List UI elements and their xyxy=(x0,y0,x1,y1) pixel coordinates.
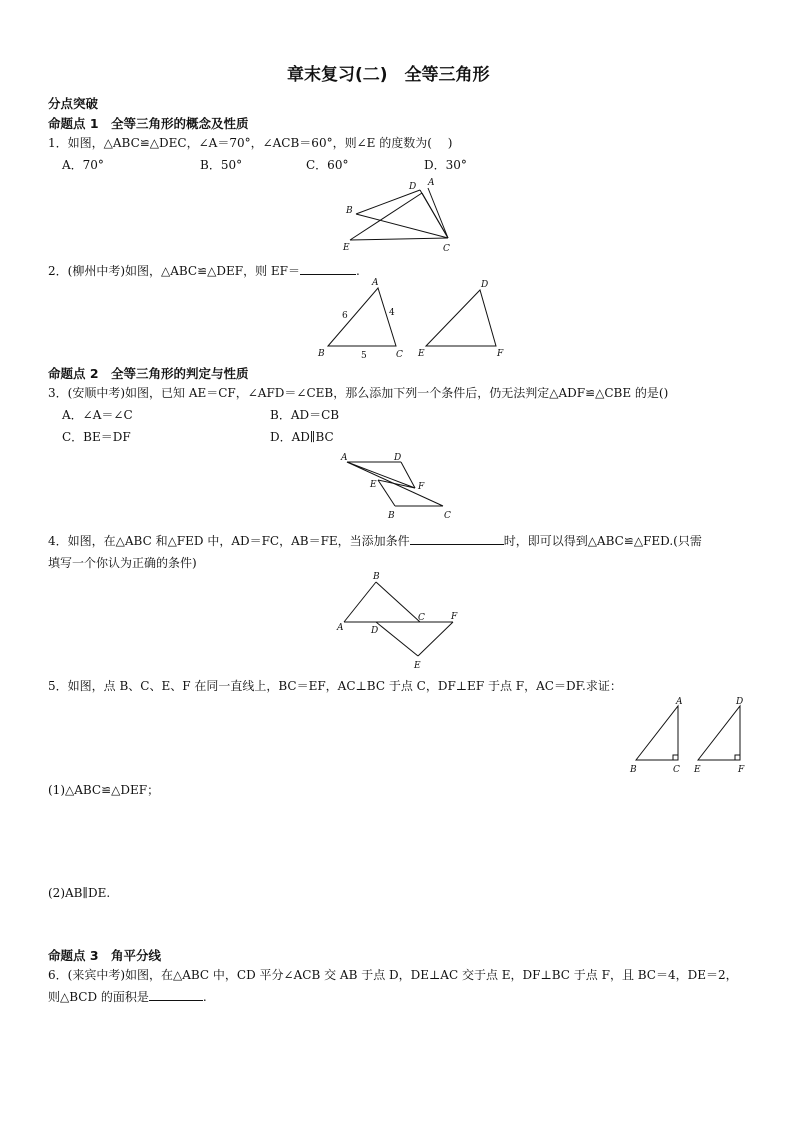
section-heading: 分点突破 xyxy=(48,96,99,111)
q1-label-d: D xyxy=(409,182,417,192)
q3-option-b: B．AD＝CB xyxy=(270,408,340,422)
q6-stem-line1: 6．(来宾中考)如图，在△ABC 中，CD 平分∠ACB 交 AB 于点 D，DE⊥AC 交于点 E，DF⊥BC 于点 F，且 BC＝4，DE＝2， xyxy=(48,968,738,982)
topic2-heading: 命题点 2 全等三角形的判定与性质 xyxy=(48,366,249,381)
q4-label-d: D xyxy=(371,626,379,636)
q2-label-d: D xyxy=(481,280,489,290)
q5-label-b: B xyxy=(630,765,637,775)
q5-label-a: A xyxy=(676,697,683,707)
q3-option-a: A．∠A＝∠C xyxy=(62,408,133,422)
q4-label-b: B xyxy=(373,572,380,582)
q2-label-e: E xyxy=(418,349,425,359)
q5-part2: (2)AB∥DE. xyxy=(48,886,111,900)
q4-stem-b: 时，即可以得到△ABC≌△FED.(只需 xyxy=(503,534,702,548)
q3-label-c: C xyxy=(444,511,451,521)
q6-stem-end: . xyxy=(202,990,207,1004)
q1-label-e: E xyxy=(343,243,350,253)
q3-stem: 3．(安顺中考)如图，已知 AE＝CF，∠AFD＝∠CEB，那么添加下列一个条件后，仍无法判定△ADF≌△CBE 的是() xyxy=(48,386,669,400)
q6-stem-b: 则△BCD 的面积是 xyxy=(48,990,149,1004)
q2-stem-end: . xyxy=(356,264,360,278)
q2-label-b: B xyxy=(318,349,325,359)
q1-option-a: A．70° xyxy=(62,158,104,172)
q2-label-f: F xyxy=(497,349,504,359)
q1-option-b: B．50° xyxy=(200,158,243,172)
q6-answer-blank[interactable] xyxy=(149,988,203,1001)
q1-label-a: A xyxy=(428,178,435,188)
q2-side-4: 4 xyxy=(389,308,395,318)
q5-stem: 5．如图，点 B、C、E、F 在同一直线上，BC＝EF，AC⊥BC 于点 C，DF⊥EF 于点 F，AC＝DF.求证： xyxy=(48,679,622,693)
q5-label-d: D xyxy=(736,697,744,707)
q2-label-c: C xyxy=(396,350,403,360)
q4-stem-a: 4．如图，在△ABC 和△FED 中，AD＝FC，AB＝FE，当添加条件 xyxy=(48,534,410,548)
q4-label-f: F xyxy=(451,612,458,622)
q4-label-a: A xyxy=(337,623,344,633)
q3-option-c: C．BE＝DF xyxy=(62,430,131,444)
q3-label-d: D xyxy=(394,453,402,463)
q5-part1: (1)△ABC≌△DEF； xyxy=(48,783,160,797)
q1-stem: 1．如图，△ABC≌△DEC，∠A＝70°，∠ACB＝60°，则∠E 的度数为( ) xyxy=(48,136,453,150)
q2-side-6: 6 xyxy=(342,311,348,321)
topic3-heading: 命题点 3 角平分线 xyxy=(48,948,162,963)
q5-label-c: C xyxy=(673,765,680,775)
q1-option-d: D．30° xyxy=(424,158,467,172)
topic1-heading: 命题点 1 全等三角形的概念及性质 xyxy=(48,116,249,131)
q2-label-a: A xyxy=(372,278,379,288)
q1-option-c: C．60° xyxy=(306,158,349,172)
q1-label-b: B xyxy=(346,206,353,216)
q3-label-a: A xyxy=(341,453,348,463)
q6-stem-line2 xyxy=(48,988,207,1005)
page-title: 章末复习(二) 全等三角形 xyxy=(287,65,490,85)
q3-option-d: D．AD∥BC xyxy=(270,430,334,444)
q3-label-e: E xyxy=(370,480,377,490)
q4-stem-line2: 填写一个你认为正确的条件) xyxy=(48,556,197,570)
q4-label-e: E xyxy=(414,661,421,671)
q2-stem-text: 2．(柳州中考)如图，△ABC≌△DEF，则 EF＝ xyxy=(48,264,301,278)
q1-label-c: C xyxy=(443,244,450,254)
q5-label-f: F xyxy=(738,765,745,775)
q3-label-b: B xyxy=(388,511,395,521)
q5-label-e: E xyxy=(694,765,701,775)
q4-label-c: C xyxy=(418,613,425,623)
q2-side-5: 5 xyxy=(361,351,367,361)
q3-label-f: F xyxy=(418,482,425,492)
